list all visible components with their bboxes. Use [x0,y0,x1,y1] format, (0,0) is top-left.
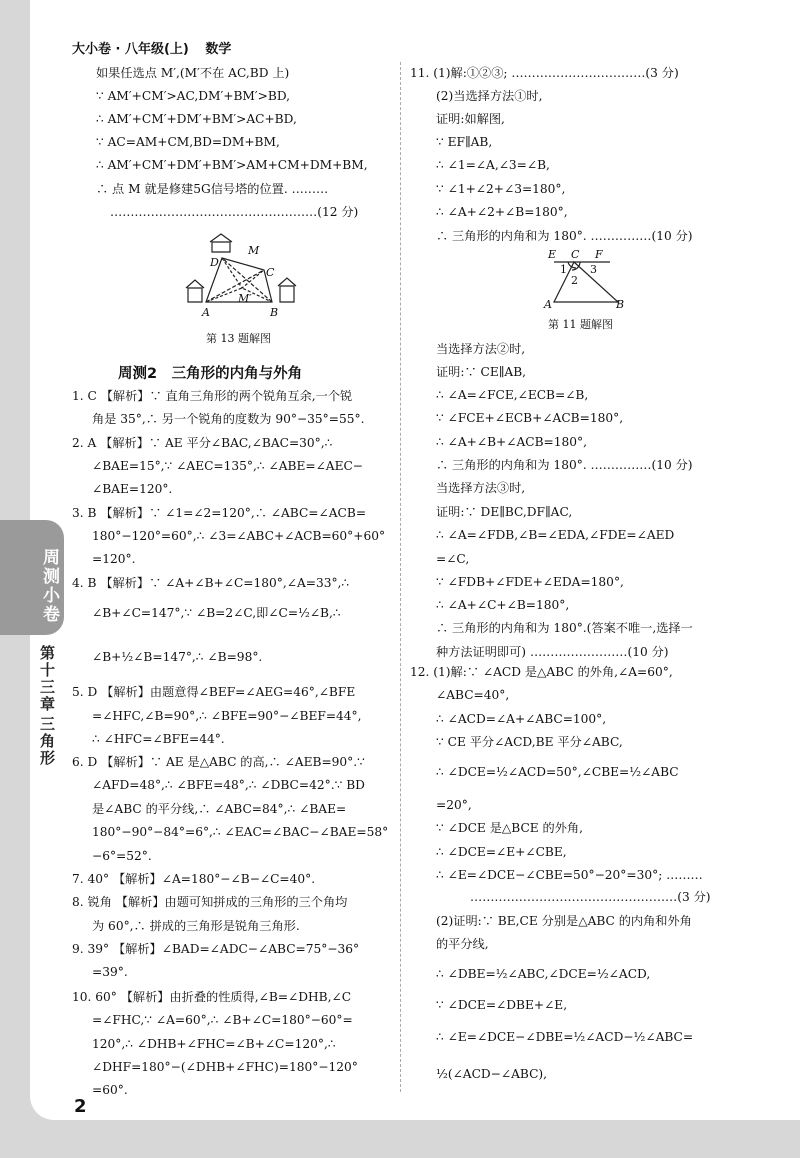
right-line: ……………………………………………(3 分) [470,890,711,904]
right-line: ∴ ∠A+∠C+∠B=180°, [436,598,570,612]
right-line: =20°, [436,798,472,812]
right-line: ∵ EF∥AB, [436,135,493,149]
fig11-label-E: E [548,248,557,261]
left-line: ……………………………………………(12 分) [110,205,359,219]
fig13-label-B: B [270,306,279,319]
left-line: ∴ AM′+CM′+DM′+BM′>AM+CM+DM+BM, [96,158,368,172]
subject-label: 数学 [205,42,232,57]
left-line: 5. D 【解析】由题意得∠BEF=∠AEG=46°,∠BFE [72,685,356,699]
right-line: ∴ ∠A+∠2+∠B=180°, [436,205,568,219]
fig11-label-C: C [571,248,580,261]
left-line: 2. A 【解析】∵ AE 平分∠BAC,∠BAC=30°,∴ [72,436,333,450]
left-line: 9. 39° 【解析】∠BAD=∠ADC−∠ABC=75°−36° [72,942,360,956]
right-line: 证明:如解图, [436,112,505,126]
left-line: 是∠ABC 的平分线,∴ ∠ABC=84°,∴ ∠BAE= [92,802,347,816]
right-line: ∴ ∠DCE=½∠ACD=50°,∠CBE=½∠ABC [436,765,679,779]
right-line: ∴ ∠DCE=∠E+∠CBE, [436,845,567,859]
left-line: ∴ ∠HFC=∠BFE=44°. [92,732,225,746]
right-line: (2)证明:∵ BE,CE 分别是△ABC 的内角和外角 [436,914,692,928]
fig13-label-C: C [266,266,275,279]
right-line: ∠ABC=40°, [436,688,510,702]
left-line: ∠B+½∠B=147°,∴ ∠B=98°. [92,650,263,664]
left-line: ∠BAE=15°,∵ ∠AEC=135°,∴ ∠ABE=∠AEC− [92,459,364,473]
right-line: ∵ ∠DCE=∠DBE+∠E, [436,998,568,1012]
right-line: ∴ ∠A=∠FCE,∠ECB=∠B, [436,388,589,402]
right-line: 的平分线, [436,937,489,951]
column-divider [400,62,401,1092]
fig11-label-2: 2 [571,274,578,287]
left-line: ∠DHF=180°−(∠DHB+∠FHC)=180°−120° [92,1060,358,1074]
left-line: 8. 锐角 【解析】由题可知拼成的三角形的三个角均 [72,895,348,909]
page-header [72,38,243,57]
right-line: 11. (1)解:①②③; ……………………………(3 分) [410,66,679,80]
figure-11-caption: 第 11 题解图 [548,318,613,331]
left-line: ∴ 点 M 就是修建5G信号塔的位置. ……… [96,182,329,196]
right-line: ∴ ∠A+∠B+∠ACB=180°, [436,435,587,449]
fig13-label-Mp: M′ [238,292,252,305]
left-line: 3. B 【解析】∵ ∠1=∠2=120°,∴ ∠ABC=∠ACB= [72,506,367,520]
right-line: ∴ ∠E=∠DCE−∠DBE=½∠ACD−½∠ABC= [436,1030,694,1044]
left-line: =∠HFC,∠B=90°,∴ ∠BFE=90°−∠BEF=44°, [92,709,362,723]
left-line: 7. 40° 【解析】∠A=180°−∠B−∠C=40°. [72,872,316,886]
section-title: 周测2 三角形的内角与外角 [118,366,303,382]
fig11-label-3: 3 [590,263,597,276]
left-line: −6°=52°. [92,849,152,863]
right-line: ∴ ∠A=∠FDB,∠B=∠EDA,∠FDE=∠AED [436,528,675,542]
left-line: =120°. [92,552,136,566]
left-line: 4. B 【解析】∵ ∠A+∠B+∠C=180°,∠A=33°,∴ [72,576,350,590]
fig13-label-M: M [248,244,260,257]
right-line: (2)当选择方法①时, [436,89,543,103]
left-line: 10. 60° 【解析】由折叠的性质得,∠B=∠DHB,∠C [72,990,352,1004]
right-line: ∴ ∠1=∠A,∠3=∠B, [436,158,550,172]
right-line: ∴ 三角形的内角和为 180°. ……………(10 分) [436,458,693,472]
page-number: 2 [74,1096,87,1117]
figure-11-diagram [540,246,630,312]
left-line: 角是 35°,∴ 另一个锐角的度数为 90°−35°=55°. [92,412,365,426]
right-line: ∴ ∠E=∠DCE−∠CBE=50°−20°=30°; ……… [436,868,703,882]
right-line: 当选择方法②时, [436,342,526,356]
left-line: =∠FHC,∵ ∠A=60°,∴ ∠B+∠C=180°−60°= [92,1013,353,1027]
right-line: ∵ CE 平分∠ACD,BE 平分∠ABC, [436,735,623,749]
right-line: ∵ ∠FCE+∠ECB+∠ACB=180°, [436,411,624,425]
side-tab-label: 周测小卷 [39,548,59,624]
right-line: 当选择方法③时, [436,481,526,495]
fig13-label-D: D [210,256,219,269]
right-line: 证明:∵ CE∥AB, [436,365,527,379]
figure-13-caption: 第 13 题解图 [206,332,271,345]
side-tab-topic: 三角形 [38,716,56,767]
right-line: ∵ ∠FDB+∠FDE+∠EDA=180°, [436,575,624,589]
fig11-label-B: B [616,298,625,311]
fig13-label-A: A [202,306,210,319]
left-line: ∵ AC=AM+CM,BD=DM+BM, [96,135,280,149]
right-line: 种方法证明即可) ……………………(10 分) [436,645,669,659]
right-line: ∴ 三角形的内角和为 180°.(答案不唯一,选择一 [436,621,693,635]
fig11-label-1: 1 [560,263,567,276]
left-line: 1. C 【解析】∵ 直角三角形的两个锐角互余,一个锐 [72,389,353,403]
left-line: =60°. [92,1083,128,1097]
right-line: 证明:∵ DE∥BC,DF∥AC, [436,505,573,519]
right-line: ∵ ∠1+∠2+∠3=180°, [436,182,566,196]
right-line: =∠C, [436,552,470,566]
left-line: ∴ AM′+CM′+DM′+BM′>AC+BD, [96,112,297,126]
right-line: ∴ ∠DBE=½∠ABC,∠DCE=½∠ACD, [436,967,651,981]
left-line: 为 60°,∴ 拼成的三角形是锐角三角形. [92,919,300,933]
right-line: 12. (1)解:∵ ∠ACD 是△ABC 的外角,∠A=60°, [410,665,673,679]
right-line: ∵ ∠DCE 是△BCE 的外角, [436,821,583,835]
left-line: =39°. [92,965,128,979]
left-line: ∠B+∠C=147°,∵ ∠B=2∠C,即∠C=½∠B,∴ [92,606,341,620]
fig11-label-A: A [544,298,552,311]
fig11-label-F: F [595,248,603,261]
book-title: 大小卷 · 八年级(上) [72,42,189,57]
left-line: 180°−90°−84°=6°,∴ ∠EAC=∠BAC−∠BAE=58° [92,825,389,839]
left-line: ∵ AM′+CM′>AC,DM′+BM′>BD, [96,89,291,103]
left-line: 120°,∴ ∠DHB+∠FHC=∠B+∠C=120°,∴ [92,1037,336,1051]
right-line: ∴ 三角形的内角和为 180°. ……………(10 分) [436,229,693,243]
figure-13-diagram [182,230,312,330]
side-tab-chapter: 第十三章 [38,645,56,713]
right-line: ∴ ∠ACD=∠A+∠ABC=100°, [436,712,607,726]
left-line: 180°−120°=60°,∴ ∠3=∠ABC+∠ACB=60°+60° [92,529,386,543]
left-line: ∠AFD=48°,∴ ∠BFE=48°,∴ ∠DBC=42°.∵ BD [92,778,365,792]
left-line: 如果任选点 M′,(M′不在 AC,BD 上) [96,66,290,80]
right-line: ½(∠ACD−∠ABC), [436,1067,548,1081]
left-line: 6. D 【解析】∵ AE 是△ABC 的高,∴ ∠AEB=90°.∵ [72,755,365,769]
left-line: ∠BAE=120°. [92,482,173,496]
